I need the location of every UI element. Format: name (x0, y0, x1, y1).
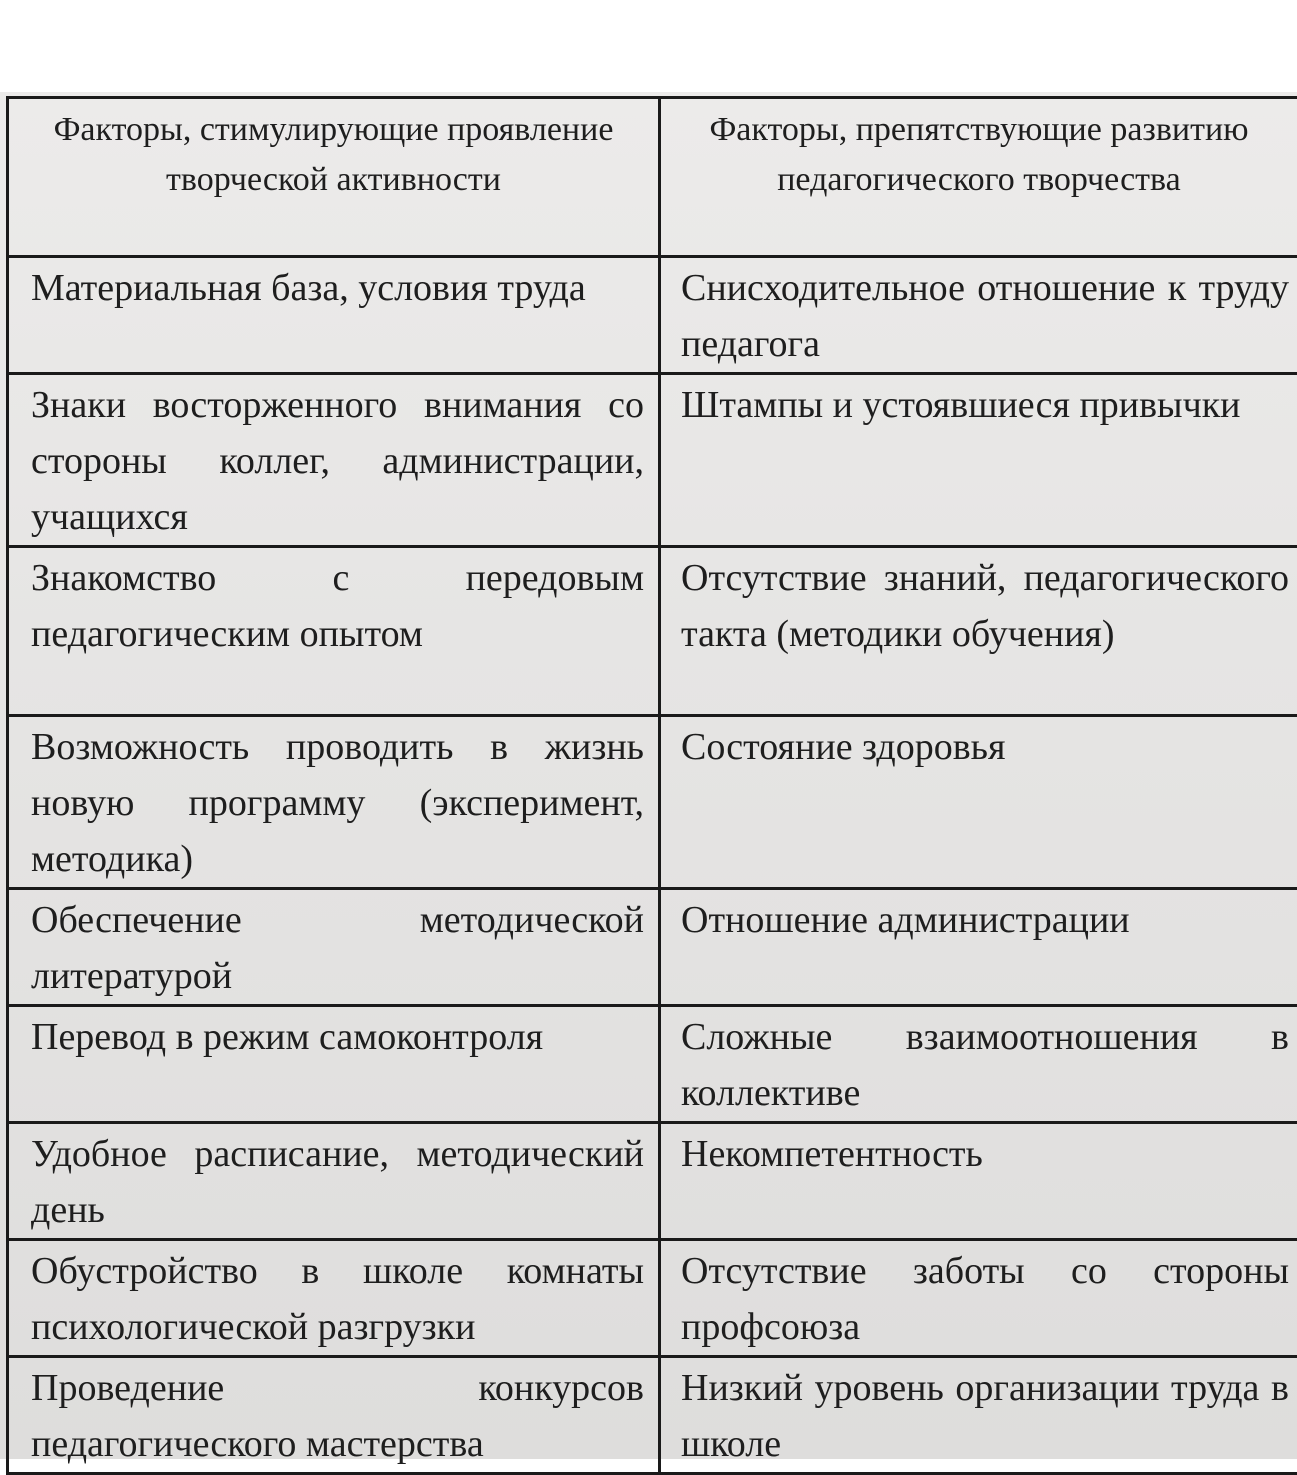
cell-hindering: Штампы и устоявшиеся привычки (660, 374, 1297, 547)
cell-hindering: Отсутствие заботы со стороны профсоюза (660, 1240, 1297, 1357)
table-row (8, 1357, 1297, 1474)
table-row (8, 1123, 1297, 1240)
table-row (8, 1240, 1297, 1357)
cell-hindering: Низкий уровень организации труда в школе (660, 1357, 1297, 1474)
cell-stimulating: Знакомство с передовым педагогическим опытом (8, 547, 660, 716)
cell-hindering: Снисходительное отношение к труду педагога (660, 257, 1297, 374)
table-row (8, 257, 1297, 374)
cell-stimulating: Проведение конкурсов педагогического мастерства (8, 1357, 660, 1474)
cell-stimulating: Удобное расписание, методический день (8, 1123, 660, 1240)
table-row (8, 547, 1297, 716)
cell-hindering: Сложные взаимоотношения в коллективе (660, 1006, 1297, 1123)
cell-hindering: Отношение администрации (660, 889, 1297, 1006)
table-row (8, 374, 1297, 547)
cell-hindering: Отсутствие знаний, педагогического такта (методики обучения) (660, 547, 1297, 716)
cell-stimulating: Перевод в режим самоконтроля (8, 1006, 660, 1123)
cell-stimulating: Обеспечение методической литературой (8, 889, 660, 1006)
cell-stimulating: Знаки восторженного внимания со стороны коллег, администрации, учащихся (8, 374, 660, 547)
cell-stimulating: Обустройство в школе комнаты психологической разгрузки (8, 1240, 660, 1357)
cell-stimulating: Материальная база, условия труда (8, 257, 660, 374)
header-stimulating: Факторы, стимулирующие проявление творческой активности (8, 98, 660, 257)
header-row (8, 98, 1297, 257)
cell-hindering: Некомпетентность (660, 1123, 1297, 1240)
header-hindering: Факторы, препятствующие развитию педагогического творчества (660, 98, 1297, 257)
cell-hindering: Состояние здоровья (660, 716, 1297, 889)
table-row (8, 716, 1297, 889)
table-row (8, 889, 1297, 1006)
cell-stimulating: Возможность проводить в жизнь новую программу (эксперимент, методика) (8, 716, 660, 889)
table-row (8, 1006, 1297, 1123)
factors-table (6, 96, 1297, 1475)
